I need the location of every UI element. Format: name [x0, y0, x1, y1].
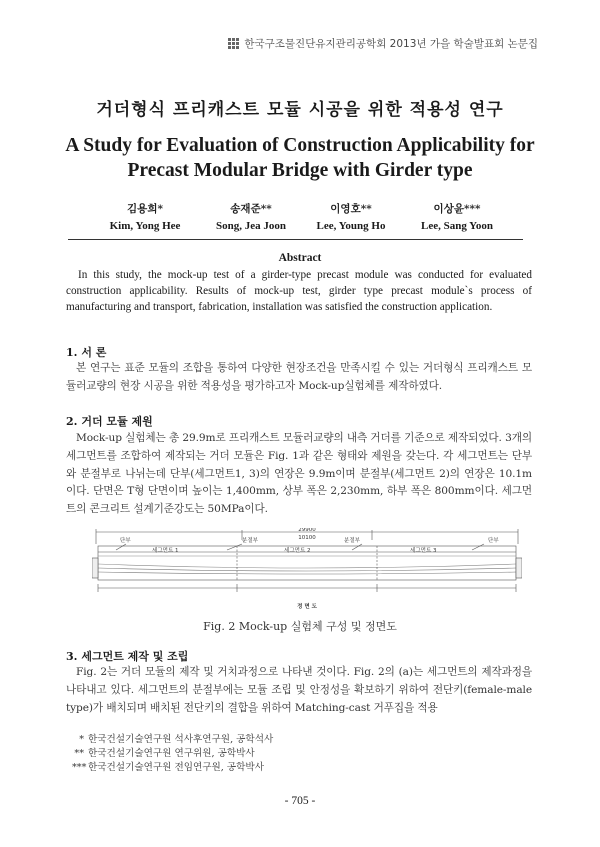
- section-1-heading: 1. 서 론: [66, 346, 107, 359]
- section-3-body: Fig. 2는 거더 모듈의 제작 및 거치과정으로 나타낸 것이다. Fig. 2의 (a)는 세그먼트의 제작과정을 나타내고 있다. 세그먼트의 분절부에는 모듈 조립 및 안정성을 확보하기 위하여 전단키(female-male type)가 배치되며 배치된 전단키의 결합을 위하여 Matching-cast 거푸집을 적용: [66, 666, 532, 714]
- footnote: [72, 747, 273, 761]
- author-name-ko: 이영호**: [330, 203, 372, 215]
- author-name-en: Lee, Sang Yoon: [420, 220, 494, 232]
- label-seg1: 세그먼트 1: [152, 548, 179, 554]
- label-dan2: 단부: [488, 538, 499, 544]
- page-number: - 705 -: [284, 795, 316, 807]
- label-seg2: 세그먼트 2: [284, 548, 311, 554]
- author-name-en: Song, Jea Joon: [216, 220, 286, 232]
- author-name-ko: 김용희*: [127, 203, 163, 215]
- girder-elevation-figure: [92, 528, 522, 613]
- label-bun1: 분절부: [242, 538, 258, 544]
- footnote-text: 한국건설기술연구원 전임연구원, 공학박사: [88, 762, 264, 773]
- footnote-mark: ***: [72, 762, 87, 773]
- label-bun2: 분절부: [344, 538, 360, 544]
- title-divider: [68, 239, 523, 240]
- running-header-text: 한국구조물진단유지관리공학회 2013년 가을 학술발표회 논문집: [244, 38, 538, 50]
- footnote: [72, 733, 273, 747]
- footnotes: [72, 733, 273, 775]
- title-korean: 거더형식 프리캐스트 모듈 시공을 위한 적용성 연구: [96, 100, 504, 120]
- title-english-line1: A Study for Evaluation of Construction Applicability for: [65, 135, 535, 156]
- footnote-mark: *: [79, 734, 84, 745]
- author-name-ko: 송재준**: [230, 203, 272, 215]
- title-english-line2: Precast Modular Bridge with Girder type: [127, 160, 473, 181]
- grid-dots-icon: [228, 38, 239, 49]
- footnote-text: 한국건설기술연구원 석사후연구원, 공학석사: [88, 734, 274, 745]
- footnote-text: 한국건설기술연구원 연구위원, 공학박사: [88, 748, 255, 759]
- author-name-en: Kim, Yong Hee: [109, 220, 181, 232]
- dimension-total-label: 29900: [298, 528, 316, 533]
- footnote: [72, 761, 273, 775]
- section-2-heading: 2. 거더 모듈 제원: [66, 415, 153, 428]
- footnote-mark: **: [74, 748, 84, 759]
- title-english: [60, 133, 540, 183]
- running-header: [228, 36, 538, 51]
- section-3-heading: 3. 세그먼트 제작 및 조립: [66, 650, 189, 663]
- section-1-body: 본 연구는 표준 모듈의 조합을 통하여 다양한 현장조건을 만족시킬 수 있는 거더형식 프리캐스트 모듈러교량의 현장 시공을 위한 적용성을 평가하고자 Mock-up실험체를 제작하였다.: [66, 362, 532, 392]
- author-name-en: Lee, Young Ho: [316, 220, 386, 232]
- dimension-mid-label: 10100: [298, 535, 316, 541]
- label-seg3: 세그먼트 3: [410, 548, 437, 554]
- view-label: 정 면 도: [297, 604, 317, 610]
- label-dan1: 단부: [120, 538, 131, 544]
- section-2-body: Mock-up 실험체는 총 29.9m로 프리캐스트 모듈러교량의 내측 거더를 기준으로 제작되었다. 3개의 세그먼트를 조합하여 제작되는 거더 모듈은 Fig. 1과 같은 형태와 제원을 갖는다. 각 세그먼트는 단부와 분절부로 나뉘는데 단부(세그먼트1, 3)의 연장은 9.9m이며 분절부(세그먼트 2)의 연장은 10.1m이다. 단면은 T형 단면이며 높이는 1,400mm, 상부 폭은 2,230mm, 하부 폭은 800mm이다. 세그먼트의 콘크리트 설계기준강도는 50MPa이다.: [66, 432, 532, 516]
- figure-caption: Fig. 2 Mock-up 실험체 구성 및 정면도: [203, 620, 397, 633]
- author-4: [392, 201, 522, 235]
- abstract-heading: Abstract: [278, 252, 322, 264]
- abstract-body: In this study, the mock-up test of a girder-type precast module was conducted for evaluated construction applicability. Results of mock-up test, girder type precast module`s process of manufacturing and transport, fabrication, installation was satisfied the construction application.: [66, 269, 532, 313]
- author-name-ko: 이상윤***: [433, 203, 481, 215]
